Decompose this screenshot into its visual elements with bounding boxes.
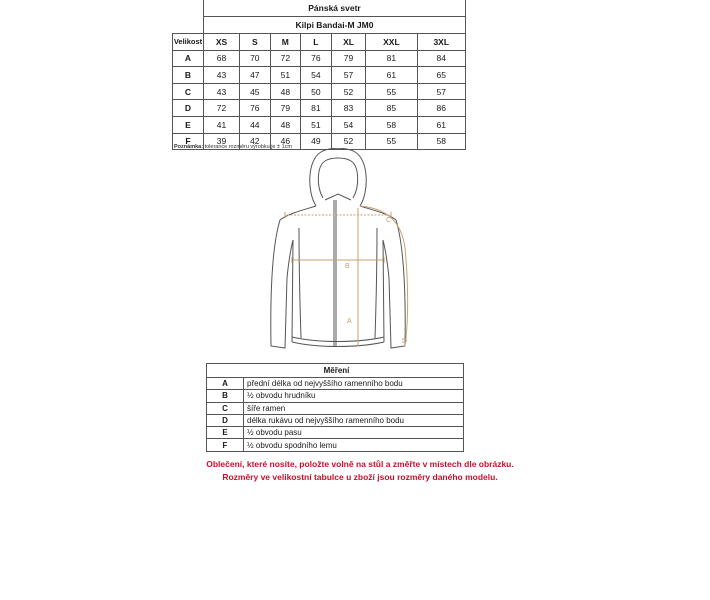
jacket-diagram: [263, 148, 423, 358]
row-label: A: [173, 50, 204, 67]
size-cell: 61: [366, 67, 417, 84]
measurement-desc: délka rukávu od nejvyššího ramenního bodu: [244, 414, 464, 426]
measurement-key: F: [207, 439, 244, 451]
size-row-e: [173, 116, 466, 133]
measurement-row-d: [207, 414, 464, 426]
size-cell: 65: [417, 67, 466, 84]
size-row-a: [173, 50, 466, 67]
size-header-m: M: [270, 34, 301, 51]
row-label: F: [173, 133, 204, 150]
size-cell: 52: [331, 83, 366, 100]
size-cell: 70: [240, 50, 271, 67]
size-cell: 81: [366, 50, 417, 67]
size-cell: 48: [270, 83, 301, 100]
measurement-desc: šíře ramen: [244, 402, 464, 414]
measurement-row-a: [207, 378, 464, 390]
size-header-xs: XS: [204, 34, 240, 51]
size-cell: 79: [331, 50, 366, 67]
size-cell: 44: [240, 116, 271, 133]
size-cell: 46: [270, 133, 301, 150]
size-cell: 58: [417, 133, 466, 150]
measurement-key: A: [207, 378, 244, 390]
size-cell: 43: [204, 83, 240, 100]
size-cell: 41: [204, 116, 240, 133]
size-row-d: [173, 100, 466, 117]
size-header-l: L: [301, 34, 332, 51]
measurement-title: Měření: [207, 364, 464, 378]
size-header-s: S: [240, 34, 271, 51]
row-label: D: [173, 100, 204, 117]
note-label: Poznámka:: [174, 144, 204, 150]
label-a: A: [347, 318, 352, 325]
size-cell: 84: [417, 50, 466, 67]
size-cell: 43: [204, 67, 240, 84]
measurement-key: B: [207, 390, 244, 402]
note-text: tolerance rozměru výrobku je ± 1cm: [203, 144, 292, 150]
size-cell: 57: [331, 67, 366, 84]
measurement-desc: ½ obvodu pasu: [244, 427, 464, 439]
size-table: [172, 0, 466, 150]
measurement-desc: ½ obvodu hrudníku: [244, 390, 464, 402]
jacket-outline: [271, 148, 408, 348]
size-cell: 85: [366, 100, 417, 117]
measurement-row-e: [207, 427, 464, 439]
size-cell: 58: [366, 116, 417, 133]
size-header-xl: XL: [331, 34, 366, 51]
label-d: D: [402, 338, 408, 345]
size-cell: 72: [204, 100, 240, 117]
size-cell: 68: [204, 50, 240, 67]
measurement-desc: přední délka od nejvyššího ramenního bodu: [244, 378, 464, 390]
size-cell: 54: [331, 116, 366, 133]
size-cell: 47: [240, 67, 271, 84]
measurement-desc: ½ obvodu spodního lemu: [244, 439, 464, 451]
measurement-row-c: [207, 402, 464, 414]
size-cell: 49: [301, 133, 332, 150]
label-c: C: [386, 217, 392, 224]
size-cell: 42: [240, 133, 271, 150]
size-cell: 48: [270, 116, 301, 133]
size-cell: 81: [301, 100, 332, 117]
size-cell: 54: [301, 67, 332, 84]
measurement-row-f: [207, 439, 464, 451]
row-label: E: [173, 116, 204, 133]
size-cell: 76: [240, 100, 271, 117]
size-header-row: [173, 34, 466, 51]
row-label: B: [173, 67, 204, 84]
size-cell: 55: [366, 133, 417, 150]
size-table-title-1: Pánská svetr: [204, 0, 466, 17]
warning-line-2: Rozměry ve velikostní tabulce u zboží jsou rozměry daného modelu.: [222, 472, 498, 482]
size-cell: 61: [417, 116, 466, 133]
size-header-xxl: XXL: [366, 34, 417, 51]
size-cell: 86: [417, 100, 466, 117]
size-row-b: [173, 67, 466, 84]
size-cell: 51: [301, 116, 332, 133]
measurement-table: [206, 363, 464, 452]
size-cell: 79: [270, 100, 301, 117]
size-cell: 76: [301, 50, 332, 67]
row-label: C: [173, 83, 204, 100]
size-table-title-2: Kilpi Bandai-M JM0: [204, 17, 466, 34]
size-cell: 45: [240, 83, 271, 100]
size-cell: 39: [204, 133, 240, 150]
measurement-row-b: [207, 390, 464, 402]
size-cell: 83: [331, 100, 366, 117]
size-cell: 57: [417, 83, 466, 100]
size-cell: 52: [331, 133, 366, 150]
size-cell: 51: [270, 67, 301, 84]
warning-line-1: Oblečení, které nosíte, položte volně na stůl a změřte v místech dle obrázku.: [206, 459, 514, 469]
size-cell: 55: [366, 83, 417, 100]
size-header-3xl: 3XL: [417, 34, 466, 51]
measurement-key: C: [207, 402, 244, 414]
size-cell: 50: [301, 83, 332, 100]
measurement-key: D: [207, 414, 244, 426]
size-cell: 72: [270, 50, 301, 67]
label-b: B: [345, 263, 350, 270]
size-header-label: Velikost: [173, 34, 204, 51]
measurement-key: E: [207, 427, 244, 439]
size-row-c: [173, 83, 466, 100]
